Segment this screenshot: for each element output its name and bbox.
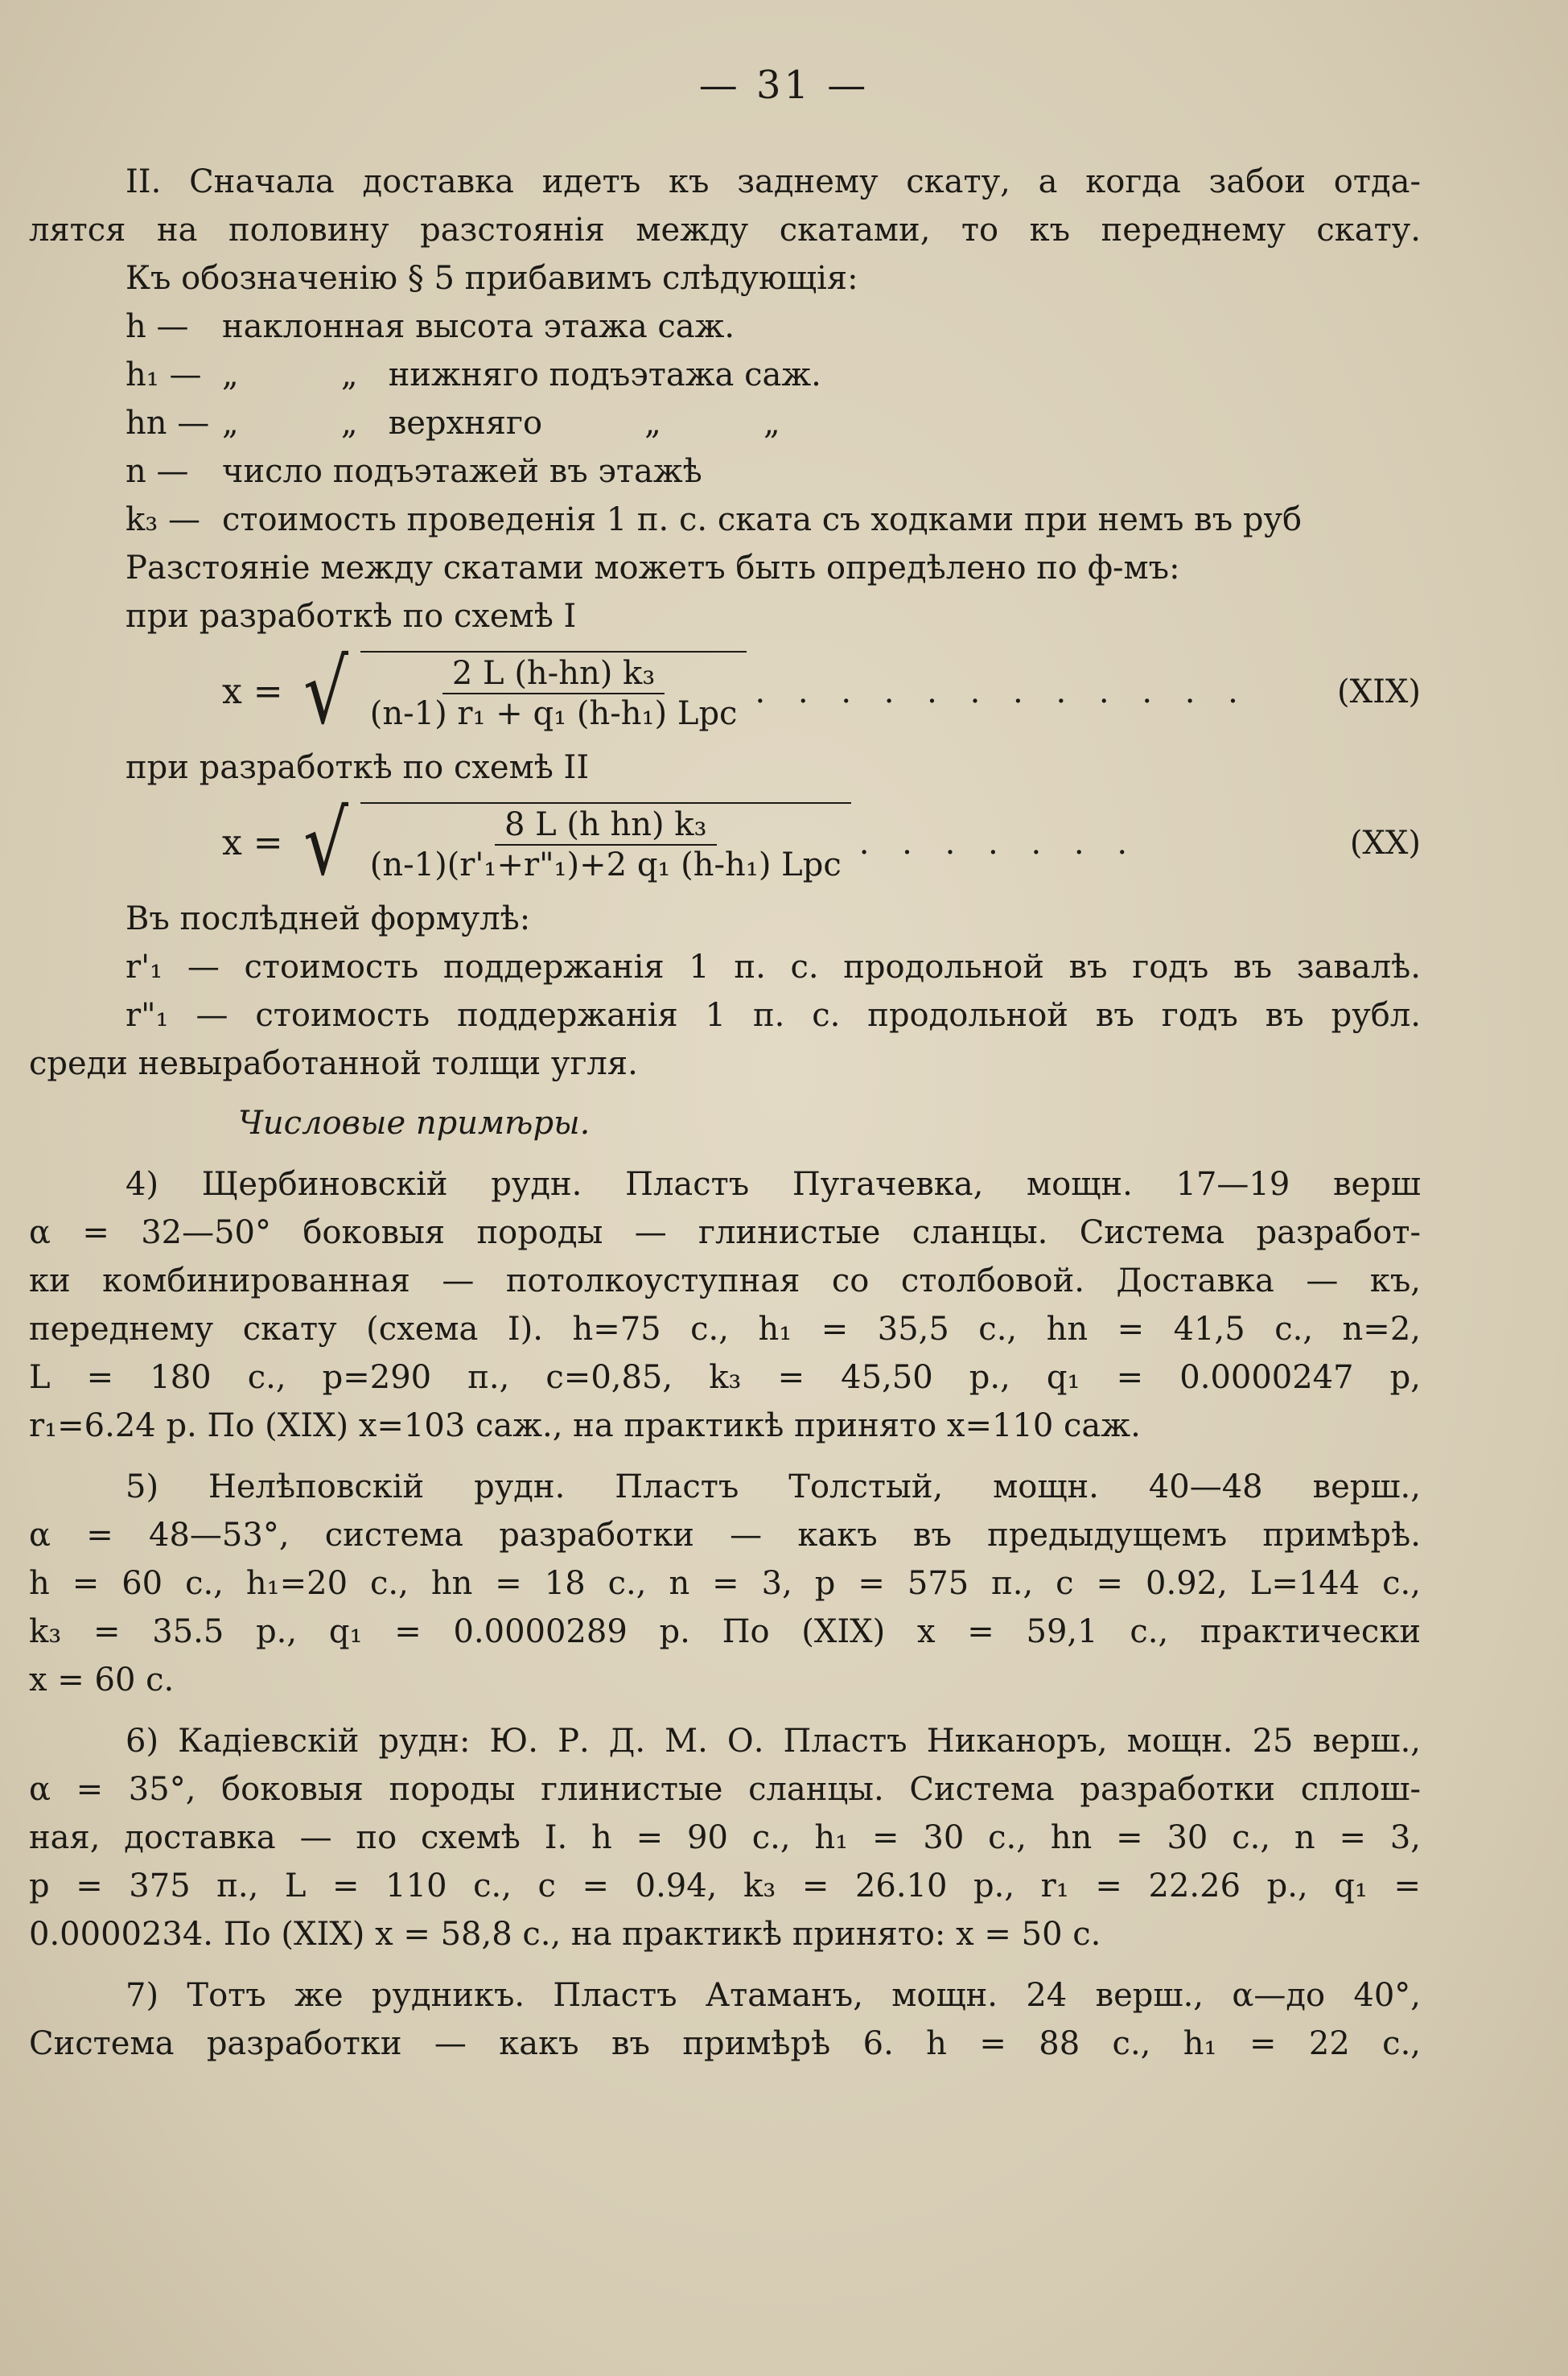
scheme2-label: при разработкѣ по схемѣ II — [126, 749, 590, 786]
formula-tag: (XX) — [1349, 825, 1421, 862]
distance-line: Разстояніе между скатами можетъ быть опредѣлено по ф-мъ: — [126, 550, 1180, 587]
r1-def-1: r'₁ — стоимость поддержанія 1 п. с. продольной въ годъ въ завалѣ. — [126, 949, 1421, 986]
paragraph-line: α = 35°, боковыя породы глинистые сланцы. Система разработки сплош- — [29, 1771, 1421, 1808]
paragraph-line: k₃ = 35.5 р., q₁ = 0.0000289 р. По (XIX) x = 59,1 с., практически — [29, 1613, 1421, 1650]
leader-dots: . . . . . . . — [858, 825, 1139, 862]
paragraph-line: ная, доставка — по схемѣ I. h = 90 с., h₁ = 30 с., hn = 30 с., n = 3, — [29, 1819, 1421, 1856]
paragraph-line: α = 48—53°, система разработки — какъ въ предыдущемъ примѣрѣ. — [29, 1517, 1421, 1554]
definition-item: hn — „ „ верхняго „ „ — [126, 405, 780, 442]
definition-item: h — наклонная высота этажа саж. — [126, 308, 735, 345]
paragraph-line: 4) Щербиновскій рудн. Пластъ Пугачевка, мощн. 17—19 верш — [126, 1166, 1421, 1203]
formula-lhs: x = — [222, 822, 283, 863]
leader-dots: . . . . . . . . . . . . — [755, 673, 1249, 710]
example-paragraph — [29, 1463, 1421, 1704]
paragraph-line: 6) Кадіевскій рудн: Ю. Р. Д. М. О. Пластъ Никаноръ, мощн. 25 верш., — [126, 1723, 1421, 1760]
radical-sign: √ — [302, 640, 348, 743]
paragraph-line: переднему скату (схема I). h=75 с., h₁ = 35,5 с., hn = 41,5 с., n=2, — [29, 1311, 1421, 1348]
formula-tag: (XIX) — [1337, 673, 1421, 710]
formula-lhs: x = — [222, 671, 283, 712]
intro-line-1: II. Сначала доставка идетъ къ заднему скату, а когда забои отда- — [126, 163, 1421, 200]
r1-def-3: среди невыработанной толщи угля. — [29, 1045, 638, 1082]
example-paragraph — [29, 1160, 1421, 1450]
r1-def-2: r"₁ — стоимость поддержанія 1 п. с. продольной въ годъ въ рубл. — [126, 997, 1421, 1034]
paragraph-line: Система разработки — какъ въ примѣрѣ 6. h = 88 с., h₁ = 22 с., — [29, 2025, 1421, 2062]
page-body — [29, 158, 1421, 2068]
paragraph-line: x = 60 с. — [29, 1662, 175, 1699]
paragraph-line: L = 180 с., p=290 п., c=0,85, k₃ = 45,50 р., q₁ = 0.0000247 р, — [29, 1359, 1421, 1396]
paragraph-line: r₁=6.24 р. По (XIX) x=103 саж., на практикѣ принято x=110 саж. — [29, 1407, 1141, 1444]
intro-line-2: лятся на половину разстоянія между скатами, то къ переднему скату. — [29, 212, 1421, 249]
page-number: — 31 — — [698, 63, 870, 108]
example-paragraph — [29, 1971, 1421, 2068]
formula-fraction — [360, 802, 851, 884]
formula-numerator: 2 L (h-hn) k₃ — [442, 654, 665, 694]
paragraph-line: h = 60 с., h₁=20 с., hn = 18 с., n = 3, p = 575 п., c = 0.92, L=144 с., — [29, 1565, 1421, 1602]
paragraph-line: ки комбинированная — потолкоуступная со столбовой. Доставка — къ, — [29, 1262, 1421, 1299]
formula-denominator: (n-1) r₁ + q₁ (h-h₁) Lpc — [369, 695, 738, 732]
section-heading: Числовые примѣры. — [238, 1105, 591, 1142]
formula-numerator: 8 L (h hn) k₃ — [495, 805, 717, 846]
scheme1-label: при разработкѣ по схемѣ I — [126, 598, 577, 635]
paragraph-line: 7) Тотъ же рудникъ. Пластъ Атаманъ, мощн. 24 верш., α—до 40°, — [126, 1977, 1421, 2014]
intro-line-3: Къ обозначенію § 5 прибавимъ слѣдующія: — [126, 260, 858, 297]
radical-sign: √ — [302, 792, 348, 895]
paragraph-line: 5) Нелѣповскій рудн. Пластъ Толстый, мощн. 40—48 верш., — [126, 1468, 1421, 1505]
formula-xx — [29, 792, 1421, 895]
paragraph-line: p = 375 п., L = 110 с., c = 0.94, k₃ = 26.10 р., r₁ = 22.26 р., q₁ = — [29, 1867, 1421, 1905]
formula-denominator: (n-1)(r'₁+r"₁)+2 q₁ (h-h₁) Lpc — [369, 846, 842, 883]
formula-xix — [29, 640, 1421, 743]
definition-item: h₁ — „ „ нижняго подъэтажа саж. — [126, 356, 821, 393]
last-formula-label: Въ послѣдней формулѣ: — [126, 900, 531, 937]
paragraph-line: α = 32—50° боковыя породы — глинистые сланцы. Система разработ- — [29, 1214, 1421, 1251]
example-paragraph — [29, 1717, 1421, 1958]
definition-item: n — число подъэтажей въ этажѣ — [126, 453, 702, 490]
definitions-list — [29, 303, 1421, 544]
definition-item: k₃ — стоимость проведенія 1 п. с. ската съ ходками при немъ въ руб — [126, 501, 1303, 538]
formula-fraction — [360, 651, 747, 733]
paragraph-line: 0.0000234. По (XIX) x = 58,8 с., на практикѣ принято: x = 50 с. — [29, 1916, 1101, 1953]
